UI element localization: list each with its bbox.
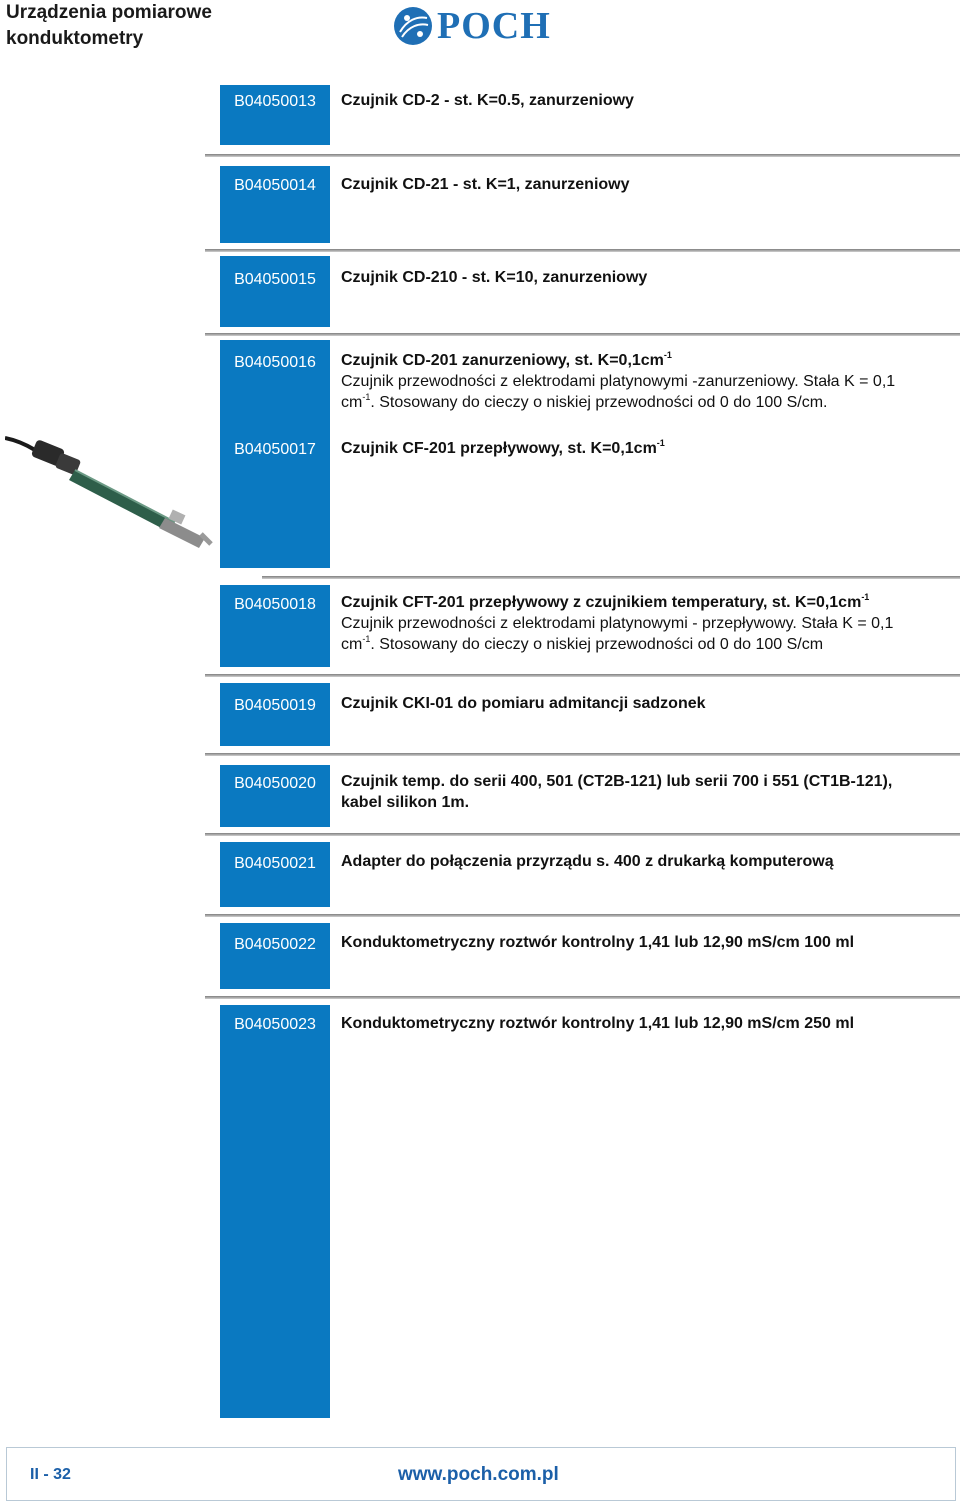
product-description [341, 438, 953, 459]
product-code: B04050014 [234, 177, 316, 194]
product-code: B04050019 [234, 697, 316, 714]
code-column-segment [220, 842, 330, 907]
product-description [341, 771, 953, 813]
product-description [341, 1013, 953, 1034]
unit-text: cm [341, 394, 363, 411]
product-code: B04050016 [234, 354, 316, 371]
product-description [341, 90, 953, 111]
product-detail [341, 634, 953, 655]
product-title-text: Czujnik CF-201 przepływowy, st. K=0,1cm [341, 440, 657, 457]
product-description [341, 932, 953, 953]
product-code: B04050021 [234, 855, 316, 872]
row-divider [262, 576, 960, 579]
product-title: Konduktometryczny roztwór kontrolny 1,41 lub 12,90 mS/cm 250 ml [341, 1015, 855, 1032]
product-description [341, 350, 953, 413]
product-code: B04050023 [234, 1016, 316, 1033]
superscript: -1 [861, 592, 870, 602]
product-title-text: Czujnik CD-201 zanurzeniowy, st. K=0,1cm [341, 352, 664, 369]
product-title: Konduktometryczny roztwór kontrolny 1,41 lub 12,90 mS/cm 100 ml [341, 934, 855, 951]
page-category-title [6, 0, 212, 52]
product-code: B04050022 [234, 936, 316, 953]
row-divider [205, 996, 960, 999]
product-title-text: Czujnik CFT-201 przepływowy z czujnikiem temperatury, st. K=0,1cm [341, 594, 862, 611]
code-column-segment [220, 923, 330, 989]
product-description [341, 592, 953, 655]
row-divider [205, 333, 960, 336]
row-divider [205, 249, 960, 252]
product-title [341, 592, 953, 613]
product-title: Adapter do połączenia przyrządu s. 400 z drukarką komputerową [341, 853, 834, 870]
detail-text: . Stosowany do cieczy o niskiej przewodności od 0 do 100 S/cm [370, 636, 824, 653]
conductivity-sensor-image [5, 430, 215, 555]
logo-text: POCH [437, 5, 551, 47]
product-code: B04050017 [234, 441, 316, 458]
superscript: -1 [656, 438, 665, 448]
unit-text: cm [341, 636, 363, 653]
product-title: Czujnik temp. do serii 400, 501 (CT2B-121) lub serii 700 i 551 (CT1B-121), [341, 773, 893, 790]
detail-text: . Stosowany do cieczy o niskiej przewodności od 0 do 100 S/cm. [370, 394, 828, 411]
product-detail: Czujnik przewodności z elektrodami platynowymi -zanurzeniowy. Stała K = 0,1 [341, 373, 896, 390]
product-description [341, 267, 953, 288]
code-column-segment [220, 256, 330, 327]
product-description [341, 174, 953, 195]
product-description [341, 851, 953, 872]
product-title-continued: kabel silikon 1m. [341, 794, 470, 811]
product-description [341, 693, 953, 714]
product-title: Czujnik CD-210 - st. K=10, zanurzeniowy [341, 269, 648, 286]
poch-logo [393, 6, 568, 46]
product-code: B04050018 [234, 596, 316, 613]
product-detail: Czujnik przewodności z elektrodami platynowymi - przepływowy. Stała K = 0,1 [341, 615, 894, 632]
website-link[interactable]: www.poch.com.pl [398, 1464, 559, 1485]
product-title [341, 350, 953, 371]
product-detail [341, 392, 953, 413]
row-divider [205, 674, 960, 677]
row-divider [205, 914, 960, 917]
code-column-segment [220, 1005, 330, 1418]
superscript: -1 [362, 634, 371, 644]
product-title [341, 438, 953, 459]
product-title: Czujnik CKI-01 do pomiaru admitancji sadzonek [341, 695, 706, 712]
product-title: Czujnik CD-2 - st. K=0.5, zanurzeniowy [341, 92, 634, 109]
product-code: B04050013 [234, 93, 316, 110]
page-category-line2: konduktometry [6, 28, 144, 49]
product-code: B04050015 [234, 271, 316, 288]
row-divider [205, 833, 960, 836]
superscript: -1 [663, 350, 672, 360]
product-code: B04050020 [234, 775, 316, 792]
superscript: -1 [362, 392, 371, 402]
product-title: Czujnik CD-21 - st. K=1, zanurzeniowy [341, 176, 630, 193]
page-category-line1: Urządzenia pomiarowe [6, 2, 212, 23]
poch-logo-icon [393, 6, 433, 46]
row-divider [205, 753, 960, 756]
row-divider [205, 154, 960, 157]
page-number: II - 32 [30, 1466, 71, 1483]
